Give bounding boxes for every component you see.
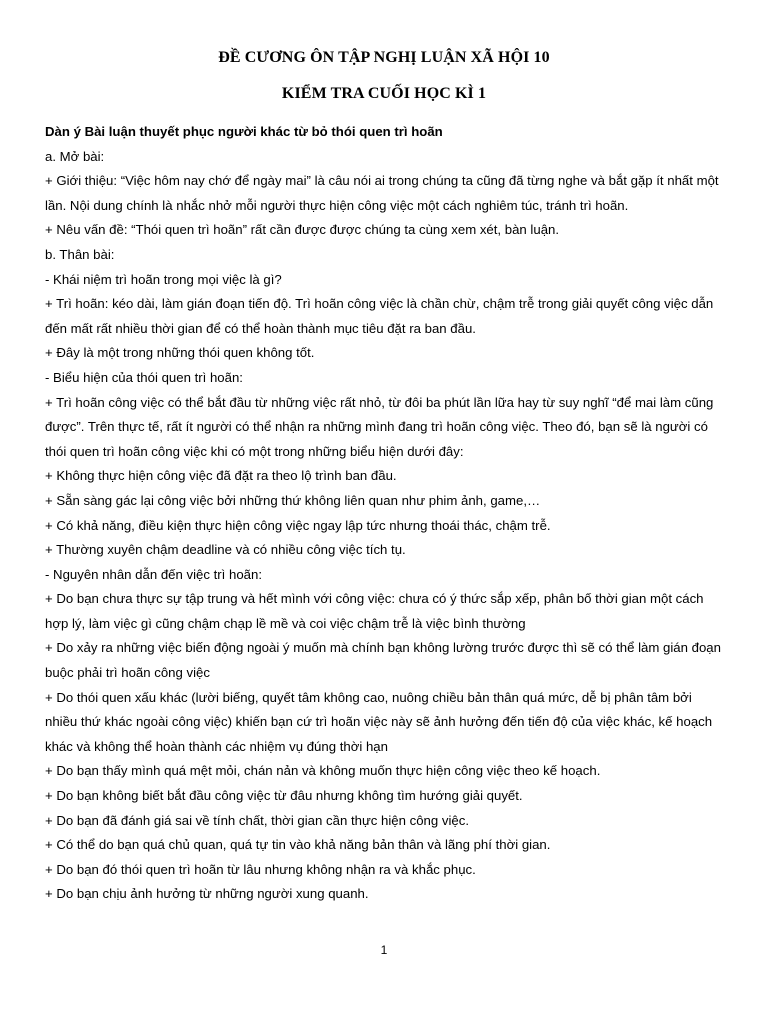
paragraph: + Có khả năng, điều kiện thực hiện công việc ngay lập tức nhưng thoái thác, chậm trễ. bbox=[45, 517, 551, 533]
paragraph: + Do bạn không biết bắt đầu công việc từ đâu nhưng không tìm hướng giải quyết. bbox=[45, 788, 523, 804]
paragraph: + Trì hoãn: kéo dài, làm gián đoạn tiến độ. Trì hoãn công việc là chần chừ, chậm trễ trong giải quyết công việc dẫn đến mất rất nhiều thời gian để có thể hoàn thành mục tiêu đặt ra ban đầu. bbox=[45, 296, 714, 336]
paragraph: + Đây là một trong những thói quen không tốt. bbox=[45, 345, 315, 361]
paragraph: + Nêu vấn đề: “Thói quen trì hoãn” rất cần được được chúng ta cùng xem xét, bàn luận. bbox=[45, 222, 560, 238]
document-subtitle: KIỂM TRA CUỐI HỌC KÌ 1 bbox=[281, 85, 487, 102]
paragraph: + Do bạn thấy mình quá mệt mỏi, chán nản và không muốn thực hiện công việc theo kế hoạch. bbox=[45, 763, 601, 779]
document-title: ĐỀ CƯƠNG ÔN TẬP NGHỊ LUẬN XÃ HỘI 10 bbox=[218, 49, 550, 66]
paragraph: b. Thân bài: bbox=[45, 246, 115, 262]
paragraph: + Sẵn sàng gác lại công việc bởi những thứ không liên quan như phim ảnh, game,… bbox=[45, 492, 541, 508]
paragraph: - Nguyên nhân dẫn đến việc trì hoãn: bbox=[45, 566, 263, 582]
document-body bbox=[45, 120, 725, 907]
page-number: 1 bbox=[380, 943, 388, 957]
paragraph: + Thường xuyên chậm deadline và có nhiều công việc tích tụ. bbox=[45, 542, 406, 558]
paragraph: + Do bạn chịu ảnh hưởng từ những người xung quanh. bbox=[45, 886, 369, 902]
paragraph: - Biểu hiện của thói quen trì hoãn: bbox=[45, 369, 243, 385]
paragraph: + Trì hoãn công việc có thể bắt đầu từ những việc rất nhỏ, từ đôi ba phút lần lữa hay từ suy nghĩ “để mai làm cũng được”. Trên thực tế, rất ít người có thể nhận ra những mình đang trì hoãn công việc. Theo đó, bạn sẽ là người có thói quen trì hoãn công việc khi có một trong những biểu hiện dưới đây: bbox=[45, 394, 714, 459]
paragraph: + Có thể do bạn quá chủ quan, quá tự tin vào khả năng bản thân và lãng phí thời gian. bbox=[45, 837, 551, 853]
paragraph: a. Mở bài: bbox=[45, 148, 105, 164]
paragraph: + Giới thiệu: “Việc hôm nay chớ để ngày mai” là câu nói ai trong chúng ta cũng đã từng nghe và bắt gặp ít nhất một lần. Nội dung chính là nhắc nhở mỗi người thực hiện công việc một cách nghiêm túc, tránh trì hoãn. bbox=[45, 173, 719, 213]
paragraph: + Do xảy ra những việc biến động ngoài ý muốn mà chính bạn không lường trước được thì sẽ có thể làm gián đoạn buộc phải trì hoãn công việc bbox=[45, 640, 721, 681]
paragraph: + Không thực hiện công việc đã đặt ra theo lộ trình ban đầu. bbox=[45, 468, 397, 484]
paragraph: + Do bạn chưa thực sự tập trung và hết mình với công việc: chưa có ý thức sắp xếp, phân bố thời gian một cách hợp lý, làm việc gì cũng chậm chạp lề mề và coi việc chậm trễ là việc bình thường bbox=[45, 591, 704, 631]
paragraph: - Khái niệm trì hoãn trong mọi việc là gì? bbox=[45, 271, 282, 287]
paragraph: + Do bạn đó thói quen trì hoãn từ lâu nhưng không nhận ra và khắc phục. bbox=[45, 861, 476, 877]
paragraph: + Do thói quen xấu khác (lười biếng, quyết tâm không cao, nuông chiều bản thân quá mức, dễ bị phân tâm bởi nhiều thứ khác ngoài công việc) khiến bạn cứ trì hoãn việc này sẽ ảnh hưởng đến tiến độ của việc khác, kế hoạch khác và không thể hoàn thành các nhiệm vụ đúng thời hạn bbox=[45, 689, 713, 754]
paragraph: + Do bạn đã đánh giá sai về tính chất, thời gian cần thực hiện công việc. bbox=[45, 812, 469, 828]
section-heading: Dàn ý Bài luận thuyết phục người khác từ bỏ thói quen trì hoãn bbox=[45, 124, 443, 139]
